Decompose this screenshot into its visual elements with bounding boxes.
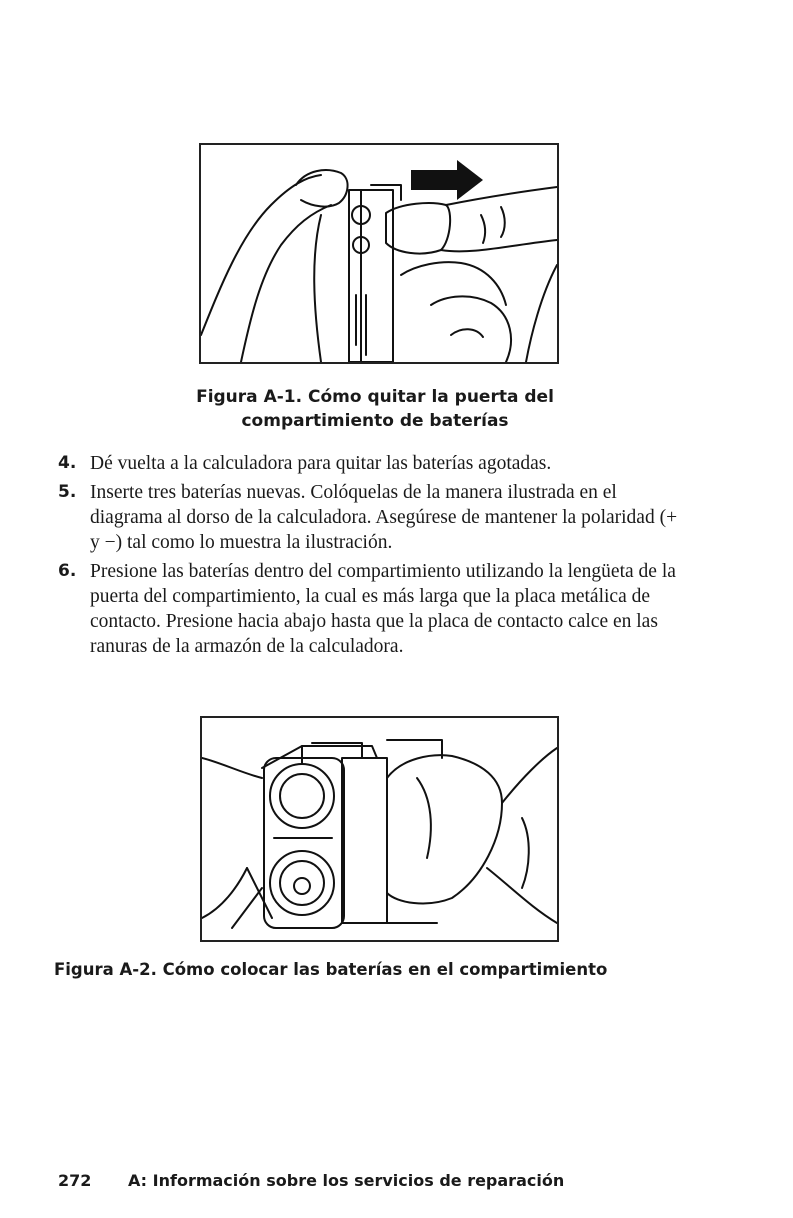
- figure-a2-caption: Figura A-2. Cómo colocar las baterías en el compartimiento: [54, 960, 608, 979]
- figure-a1-caption: [150, 385, 600, 433]
- arrow-right-icon: [411, 160, 483, 200]
- figure-a1-caption-line1: Figura A-1. Cómo quitar la puerta del: [196, 387, 554, 407]
- hands-removing-battery-door-drawing: [201, 145, 557, 362]
- page-footer: [58, 1171, 564, 1190]
- section-title: A: Información sobre los servicios de reparación: [128, 1171, 565, 1190]
- instruction-steps: [58, 451, 678, 659]
- page-number: 272: [58, 1171, 92, 1190]
- figure-a1-caption-line2: compartimiento de baterías: [241, 411, 509, 431]
- step-number: 6.: [58, 561, 77, 581]
- step-number: 4.: [58, 453, 77, 473]
- step-text: Presione las baterías dentro del compartimiento utilizando la lengüeta de la puerta del compartimiento, la cual es más larga que la placa metálica de contacto. Presione hacia abajo hasta que la placa de contacto calce en las ranuras de la armazón de la calculadora.: [90, 561, 676, 657]
- figure-a2-illustration: [200, 716, 559, 942]
- step-6: [58, 559, 678, 659]
- figure-a1-illustration: [199, 143, 559, 364]
- step-text: Dé vuelta a la calculadora para quitar las baterías agotadas.: [90, 453, 552, 474]
- step-5: [58, 480, 678, 555]
- step-4: [58, 451, 678, 476]
- step-text: Inserte tres baterías nuevas. Colóquelas de la manera ilustrada en el diagrama al dorso de la calculadora. Asegúrese de mantener la polaridad (+ y −) tal como lo muestra la ilustración.: [90, 482, 678, 553]
- step-number: 5.: [58, 482, 77, 502]
- battery-compartment-drawing: [202, 718, 557, 940]
